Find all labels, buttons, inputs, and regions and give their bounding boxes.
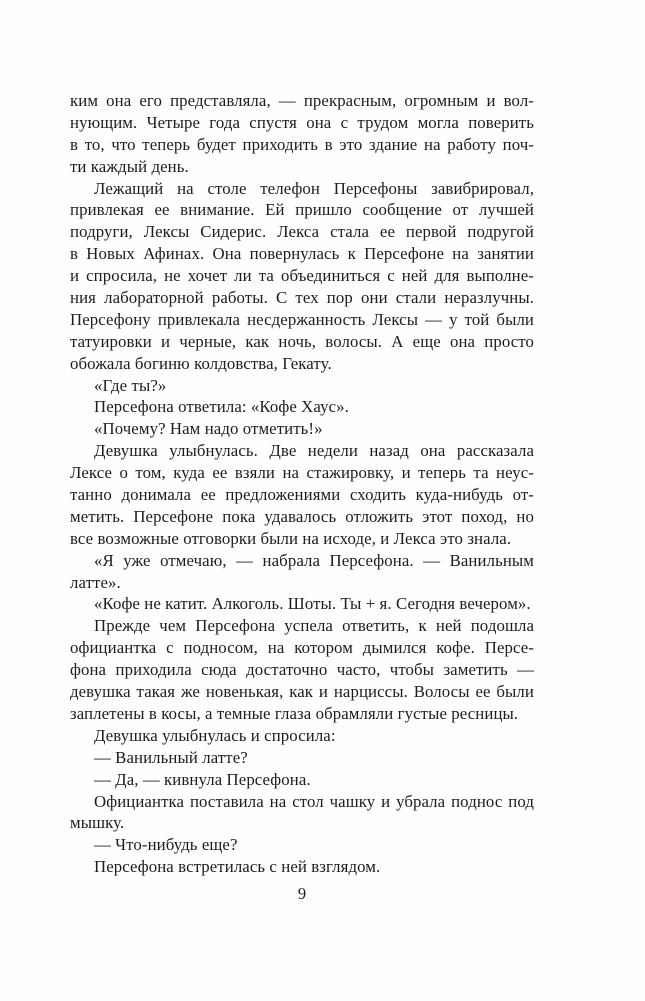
text-line: «Где ты?» xyxy=(94,375,167,395)
text-line: подруги, Лексы Сидерис. Лекса стала ее первой подругой xyxy=(70,222,534,242)
text-line: все возможные отговорки были на исходе, и Лекса это знала. xyxy=(70,528,512,548)
text-line: Персефона встретилась с ней взглядом. xyxy=(94,857,381,877)
text-line: Девушка улыбнулась. Две недели назад она рассказала xyxy=(94,441,534,461)
text-line: — Что-нибудь еще? xyxy=(94,835,238,855)
text-line: ти каждый день. xyxy=(70,156,189,176)
text-line: девушка такая же новенькая, как и нарциссы. Волосы ее были xyxy=(70,682,534,702)
text-line: латте». xyxy=(70,572,121,592)
text-line: заплетены в косы, а темные глаза обрамляли густые ресницы. xyxy=(70,703,519,723)
text-line: Персефона ответила: «Кофе Хаус». xyxy=(94,397,349,417)
page-text-block xyxy=(70,90,534,878)
text-line: Лежащий на столе телефон Персефоны завибрировал, xyxy=(94,178,534,198)
text-line: — Да, — кивнула Персефона. xyxy=(94,769,311,789)
text-line: обожала богиню колдовства, Гекату. xyxy=(70,353,332,373)
text-line: Персефону привлекала несдержанность Лексы — у той были xyxy=(70,309,534,329)
text-line: привлекая ее внимание. Ей пришло сообщение от лучшей xyxy=(70,200,534,220)
text-line: Девушка улыбнулась и спросила: xyxy=(94,725,336,745)
text-line: официантка с подносом, на котором дымился кофе. Персе- xyxy=(70,638,534,658)
text-line: нующим. Четыре года спустя она с трудом могла поверить xyxy=(70,112,534,132)
text-line: ния лабораторной работы. С тех пор они стали неразлучны. xyxy=(70,288,534,308)
text-line: фона приходила сюда достаточно часто, чтобы заметить — xyxy=(70,660,534,680)
text-line: Лексе о том, куда ее взяли на стажировку, и теперь та неус- xyxy=(70,463,534,483)
text-line: ким она его представляла, — прекрасным, огромным и вол- xyxy=(70,91,534,110)
text-line: — Ванильный латте? xyxy=(94,747,248,767)
text-line: «Я уже отмечаю, — набрала Персефона. — Ванильным xyxy=(94,550,534,570)
text-line: мышку. xyxy=(70,813,125,833)
text-line: Официантка поставила на стол чашку и убрала поднос под xyxy=(94,791,534,811)
text-line: татуировки и черные, как ночь, волосы. А еще она просто xyxy=(70,331,534,351)
text-line: танно донимала ее предложениями сходить куда-нибудь от- xyxy=(70,485,534,505)
page-number: 9 xyxy=(297,884,307,903)
text-line: Прежде чем Персефона успела ответить, к ней подошла xyxy=(94,616,534,636)
text-line: и спросила, не хочет ли та объединиться с ней для выполне- xyxy=(70,266,534,286)
text-line: «Почему? Нам надо отметить!» xyxy=(94,419,323,439)
text-line: в то, что теперь будет приходить в это здание на работу поч- xyxy=(70,134,534,154)
text-line: «Кофе не катит. Алкоголь. Шоты. Ты + я. Сегодня вечером». xyxy=(94,594,531,614)
text-line: в Новых Афинах. Она повернулась к Персефоне на занятии xyxy=(70,244,534,264)
text-line: метить. Персефоне пока удавалось отложить этот поход, но xyxy=(70,506,534,526)
